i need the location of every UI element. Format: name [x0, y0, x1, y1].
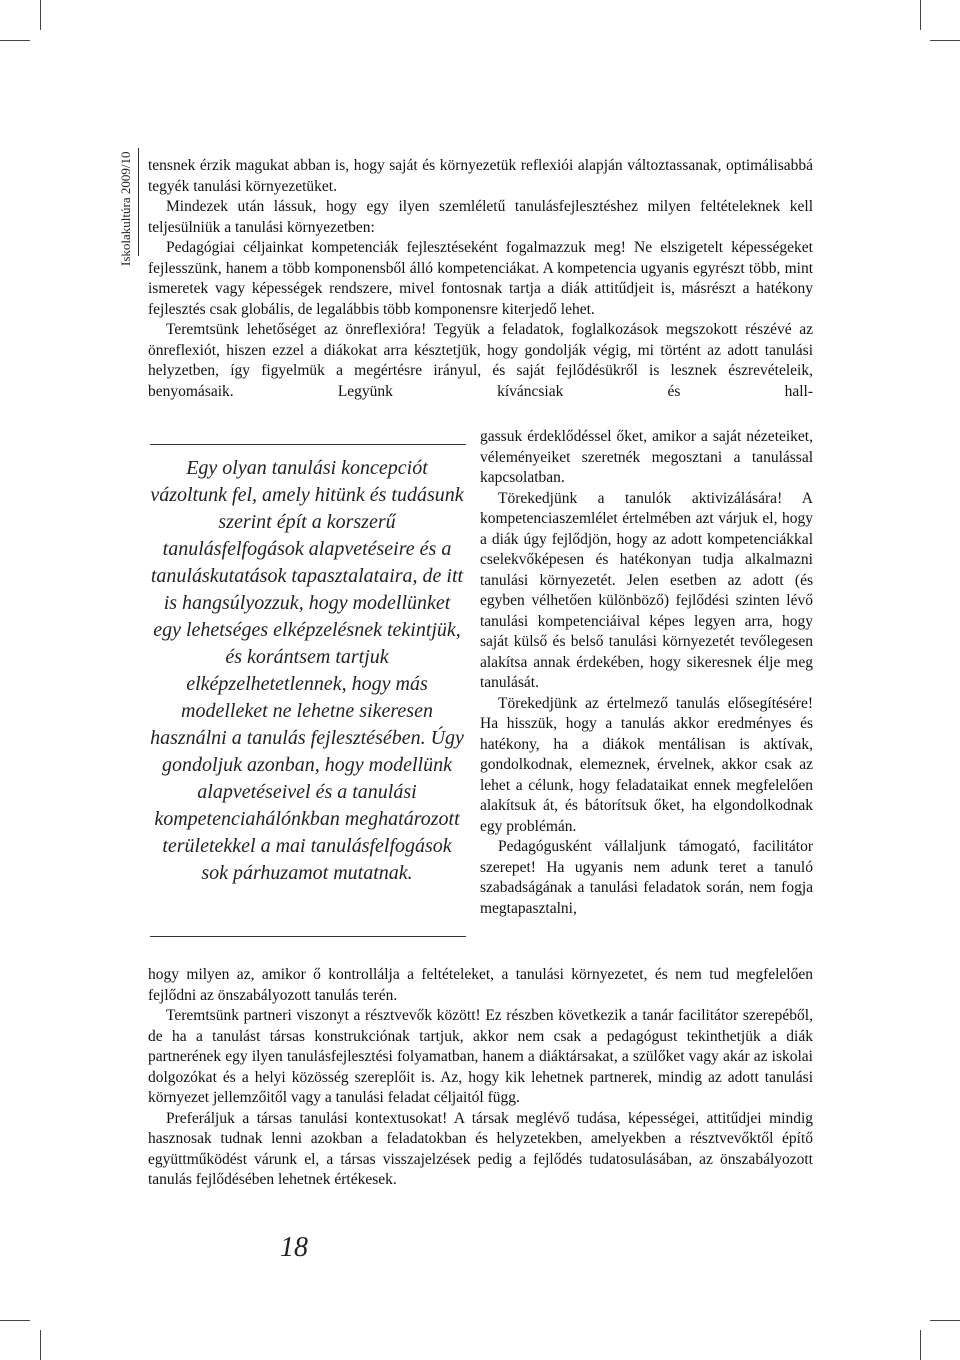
bottom-text-block	[148, 965, 813, 1191]
page-number: 18	[280, 1232, 308, 1263]
paragraph: gassuk érdeklődéssel őket, amikor a saját nézeteiket, véleményeiket szeretnék megosztani a tanulással kapcsolatban.	[480, 428, 813, 486]
paragraph: Pedagógusként vállaljunk támogató, facilitátor szerepet! Ha ugyanis nem adunk teret a tanuló szabadságának a tanulási feladatok során, nem fogja megtapasztalni,	[480, 838, 813, 917]
pull-quote-text: Egy olyan tanulási koncepciót vázoltunk fel, amely hitünk és tudásunk szerint épít a korszerű tanulásfelfogások alapvetéseire és a tanuláskutatások tapasztalataira, de itt is hangsúlyozzuk, hogy modellünket egy lehetséges elképzelésnek tekintjük, és korántsem tartjuk elképzelhetetlennek, hogy más modelleket ne lehetne sikeresen használni a tanulás fejlesztésében. Úgy gondoljuk azonban, hogy modellünk alapvetéseivel és a tanulási kompetenciahálónkban meghatározott területekkel a mai tanulásfelfogások sok párhuzamot mutatnak.	[150, 457, 464, 884]
top-text-block	[148, 156, 813, 402]
crop-mark-bottom-left	[40, 1330, 41, 1360]
crop-mark-top-right	[920, 0, 921, 30]
paragraph: Törekedjünk a tanulók aktivizálására! A kompetenciaszemlélet értelmében azt várjuk el, hogy a diák úgy fejlődjön, hogy az adott kompetenciákkal cselekvőképesen és hatékonyan tudja alkalmazni tanulási környezetét. Jelen esetben az adott (és egyben vélhetően különböző) fejlődési szinten lévő tanulási kompetenciáival képes legyen arra, hogy saját külső és belső tanulási környezetét tevőlegesen alakítsa annak érdekében, hogy sikeresnek élje meg tanulását.	[480, 489, 813, 691]
crop-mark-bottom-right-h	[930, 1320, 960, 1321]
pull-quote-top-rule	[150, 444, 466, 445]
paragraph: hogy milyen az, amikor ő kontrollálja a feltételeket, a tanulási környezetet, és nem tud megfelelően fejlődni az önszabályozott tanulás terén.	[148, 966, 813, 1004]
paragraph: Mindezek után lássuk, hogy egy ilyen szemléletű tanulásfejlesztéshez milyen feltételeknek kell teljesülniük a tanulási környezetben:	[148, 198, 813, 236]
paragraph: tensnek érzik magukat abban is, hogy saját és környezetük reflexiói alapján változtassanak, optimálisabbá tegyék tanulási környezetüket.	[148, 157, 813, 195]
running-head-rule	[138, 148, 139, 256]
crop-mark-top-left	[40, 0, 41, 30]
crop-mark-top-left-h	[0, 40, 30, 41]
running-head: Iskolakultúra 2009/10	[118, 151, 133, 266]
paragraph: Teremtsünk lehetőséget az önreflexióra! Tegyük a feladatok, foglalkozások megszokott részévé az önreflexiót, hiszen ezzel a diákokat arra késztetjük, hogy gondolják végig, mi történt az adott tanulási helyzetben, így figyelmük a megértésre irányul, és saját fejlődésükről is lesznek észrevételeik, benyomásaik. Legyünk kíváncsiak és hall-	[148, 321, 813, 400]
paragraph: Pedagógiai céljainkat kompetenciák fejlesztéseként fogalmazzuk meg! Ne elszigetelt képességeket fejlesszünk, hanem a több komponensből álló kompetenciákat. A kompetencia ugyanis egyrészt több, mint ismeretek vagy képességek rendszere, mivel fontosnak tartja a diák attitűdjeit is, másrészt a hatékony fejlesztés csak globális, de legalábbis több komponensre kiterjedő lehet.	[148, 239, 813, 318]
right-column	[480, 427, 813, 919]
crop-mark-bottom-left-h	[0, 1320, 30, 1321]
pull-quote-bottom-rule	[150, 936, 466, 937]
pull-quote	[148, 455, 466, 887]
paragraph: Törekedjünk az értelmező tanulás elősegítésére! Ha hisszük, hogy a tanulás akkor eredményes és hatékony, ha a diákok mentálisan is aktívak, gondolkodnak, elemeznek, érvelnek, akkor csak az lehet a célunk, hogy feladataikat ennek megfelelően alakítsuk át, és bátorítsuk őket, ha elgondolkodnak egy problémán.	[480, 694, 813, 835]
paragraph: Teremtsünk partneri viszonyt a résztvevők között! Ez részben következik a tanár facilitátor szerepéből, de ha a tanulást társas konstrukciónak tartjuk, akkor nem csak a pedagógust tekinthetjük a diák partnerének egy ilyen tanulásfejlesztési folyamatban, hanem a diáktársakat, a szülőket vagy akár az iskolai dolgozókat és a helyi közösség szereplőit is. Az, hogy kik lehetnek partnerek, mindig az adott tanulási környezet jellemzőitől vagy a tanulási feladat céljaitól függ.	[148, 1007, 813, 1106]
paragraph: Preferáljuk a társas tanulási kontextusokat! A társak meglévő tudása, képességei, attitűdjei mindig hasznosak tudnak lenni azokban a feladatokban és helyzetekben, amelyekben a résztvevőktől építő együttműködést várunk el, a társas visszajelzések pedig a fejlődés tudatosulásában, az önszabályozott tanulás fejlődésében lehetnek értékesek.	[148, 1109, 813, 1188]
crop-mark-bottom-right	[920, 1330, 921, 1360]
crop-mark-top-right-h	[930, 40, 960, 41]
